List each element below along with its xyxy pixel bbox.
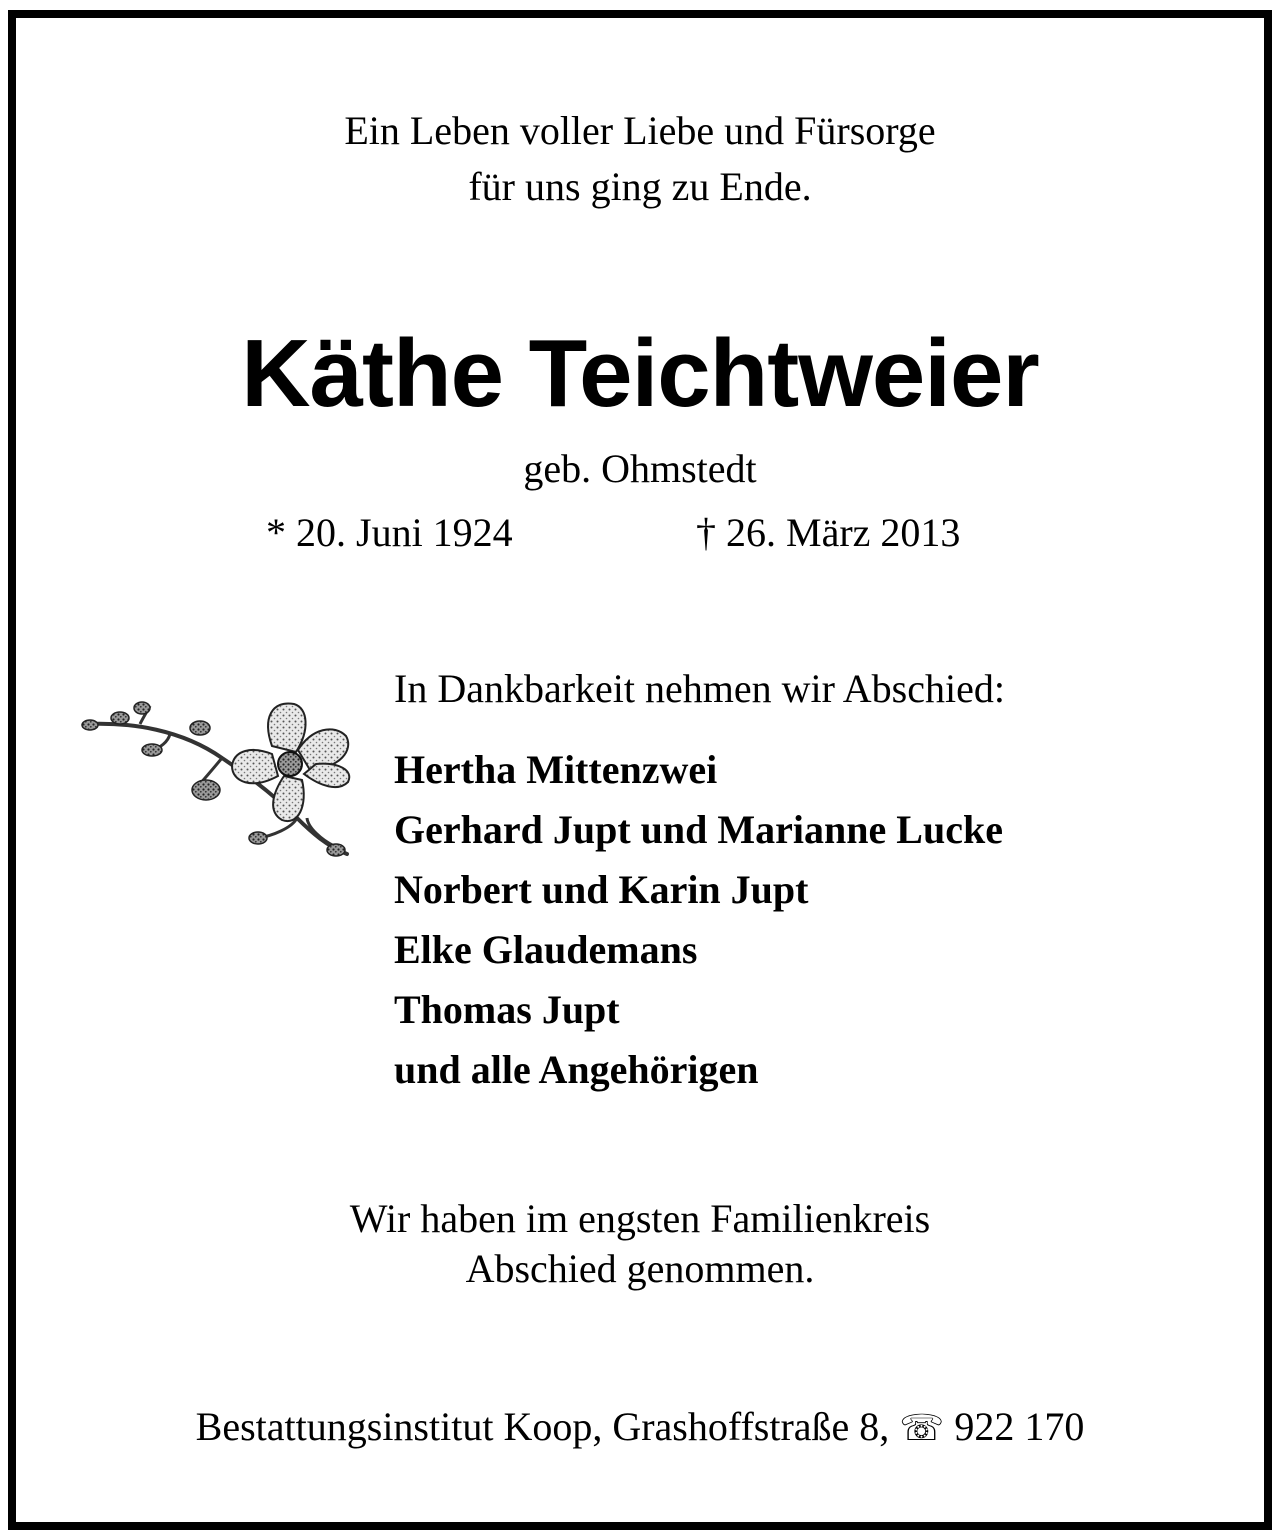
mourner-name: Norbert und Karin Jupt: [394, 867, 809, 912]
death-date: † 26. März 2013: [696, 510, 961, 555]
mourner-name: Gerhard Jupt und Marianne Lucke: [394, 807, 1003, 852]
obituary-notice: [8, 10, 1272, 1530]
funeral-home-contact: [16, 1400, 1264, 1455]
mourner-name: Elke Glaudemans: [394, 927, 698, 972]
mourner-name: Thomas Jupt: [394, 987, 620, 1032]
mourners-list: [394, 740, 1003, 1100]
orchid-branch-icon: [72, 678, 354, 864]
birth-name: geb. Ohmstedt: [523, 446, 757, 491]
mourner-name: und alle Angehörigen: [394, 1047, 759, 1092]
deceased-name: Käthe Teichtweier: [241, 320, 1039, 427]
mourner-name: Hertha Mittenzwei: [394, 747, 718, 792]
farewell-line-2: Abschied genommen.: [465, 1246, 815, 1291]
motto-line-1: Ein Leben voller Liebe und Fürsorge: [344, 108, 936, 153]
funeral-home-address: Bestattungsinstitut Koop, Grashoffstraße 8,: [195, 1404, 900, 1449]
motto-line-2: für uns ging zu Ende.: [468, 164, 812, 209]
farewell-line-1: Wir haben im engsten Familienkreis: [349, 1196, 931, 1241]
phone-number: 922 170: [944, 1404, 1085, 1449]
birth-date: * 20. Juni 1924: [266, 510, 513, 555]
telephone-icon: ☏: [899, 1408, 945, 1448]
mourning-intro: In Dankbarkeit nehmen wir Abschied:: [394, 666, 1005, 711]
